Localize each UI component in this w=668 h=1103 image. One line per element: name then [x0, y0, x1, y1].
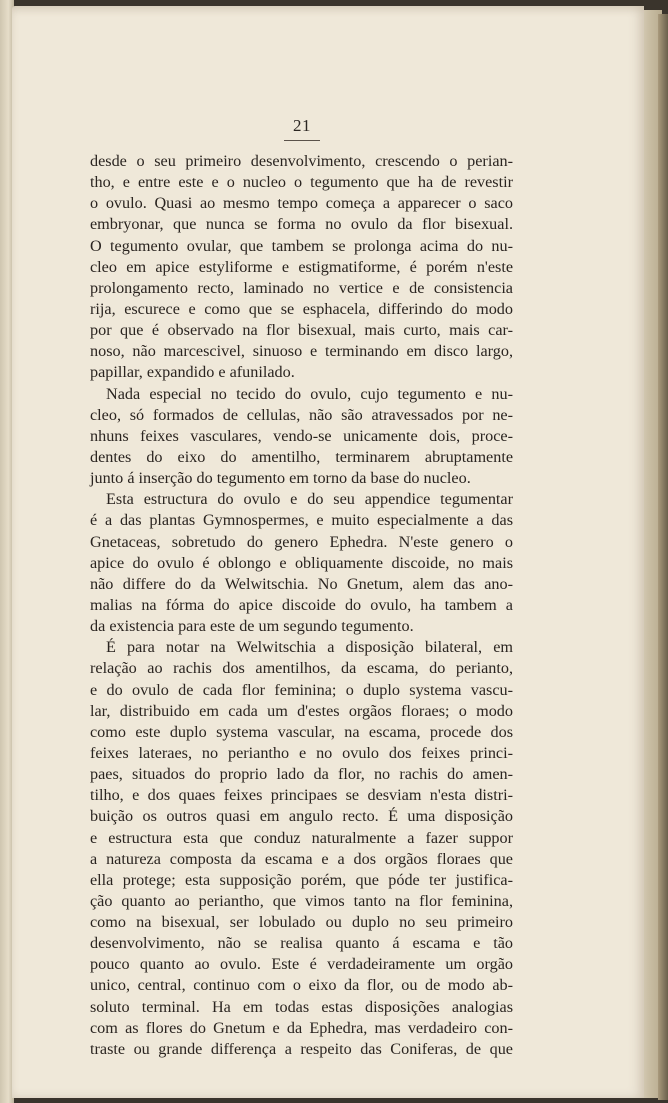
text-line: O tegumento ovular, que tambem se prolonga acima do nu- — [90, 236, 513, 255]
text-line: prolongamento recto, laminado no vertice e de consistencia — [90, 278, 513, 297]
text-line: a natureza composta da escama e a dos orgãos floraes que — [90, 849, 513, 868]
text-line: com as flores do Gnetum e da Ephedra, mas verdadeiro con- — [90, 1018, 513, 1037]
text-line: traste ou grande differença a respeito das Coniferas, de que — [90, 1039, 513, 1058]
text-line: É para notar na Welwitschia a disposição bilateral, em — [106, 638, 513, 657]
text-line: tilho, e dos quaes feixes principaes se desviam n'esta distri- — [90, 786, 513, 805]
text-line: ella protege; esta supposição porém, que póde ter justifica- — [90, 870, 513, 889]
text-line: tho, e entre este e o nucleo o tegumento que ha de revestir — [90, 173, 513, 192]
text-line: Nada especial no tecido do ovulo, cujo tegumento e nu- — [106, 384, 513, 403]
text-line: não differe do da Welwitschia. No Gnetum, alem das ano- — [90, 574, 513, 593]
text-line: nhuns feixes vasculares, vendo-se unicamente dois, proce- — [90, 426, 513, 445]
text-line: lar, distribuido em cada um d'estes orgãos floraes; o modo — [90, 701, 513, 720]
text-line: unico, central, continuo com o eixo da flor, ou de modo ab- — [90, 976, 513, 995]
text-line: cleo, só formados de cellulas, não são atravessados por ne- — [90, 405, 513, 424]
text-line: pouco quanto ao ovulo. Este é verdadeiramente um orgão — [90, 955, 513, 974]
text-line: cleo em apice estyliforme e estigmatiforme, é porém n'este — [90, 257, 513, 276]
text-line: apice do ovulo é oblongo e obliquamente discoide, no mais — [90, 553, 513, 572]
text-line: Esta estructura do ovulo e do seu appendice tegumentar — [106, 490, 513, 509]
text-line: dentes do eixo do amentilho, terminarem abruptamente — [90, 447, 513, 466]
text-line: e do ovulo de cada flor feminina; o duplo systema vascu- — [90, 680, 513, 699]
text-line: soluto terminal. Ha em todas estas disposições analogias — [90, 997, 513, 1016]
book-page — [12, 6, 644, 1098]
text-line: e estructura esta que conduz naturalmente a fazer suppor — [90, 828, 513, 847]
text-line: é a das plantas Gymnospermes, e muito especialmente a das — [90, 511, 513, 530]
text-line: como na bisexual, ser lobulado ou duplo no seu primeiro — [90, 913, 513, 932]
text-line: rija, escurece e como que se esphacela, differindo do modo — [90, 299, 513, 318]
text-line: da existencia para este de um segundo tegumento. — [90, 617, 414, 636]
text-line: ção quanto ao periantho, que vimos tanto na flor feminina, — [90, 891, 513, 910]
text-line: buição os outros quasi em angulo recto. É uma disposição — [90, 807, 513, 826]
text-line: por que é observado na flor bisexual, mais curto, mais car- — [90, 321, 513, 340]
page-number-rule — [284, 140, 320, 141]
text-line: feixes lateraes, no periantho e no ovulo dos feixes princi- — [90, 743, 513, 762]
text-line: relação ao rachis dos amentilhos, da escama, do perianto, — [90, 659, 513, 678]
body-text — [90, 151, 513, 1060]
text-line: desde o seu primeiro desenvolvimento, crescendo o perian- — [90, 152, 513, 170]
text-line: o ovulo. Quasi ao mesmo tempo começa a apparecer o saco — [90, 194, 513, 213]
page-number: 21 — [293, 116, 311, 135]
text-line: junto á inserção do tegumento em torno da base do nucleo. — [90, 469, 471, 488]
text-line: desenvolvimento, não se realisa quanto á escama e tão — [90, 934, 513, 953]
text-line: papillar, expandido e afunilado. — [90, 363, 295, 382]
text-line: paes, situados do proprio lado da flor, no rachis do amen- — [90, 765, 513, 784]
book-spine-shadow — [658, 14, 668, 1100]
text-line: noso, não marcescivel, sinuoso e terminando em disco largo, — [90, 342, 513, 361]
text-line: malias na fórma do apice discoide do ovulo, ha tambem a — [90, 595, 513, 614]
text-line: embryonar, que nunca se forma no ovulo da flor bisexual. — [90, 215, 513, 234]
text-line: Gnetaceas, sobretudo do genero Ephedra. N'este genero o — [90, 532, 513, 551]
text-line: como este duplo systema vascular, na escama, procede dos — [90, 722, 513, 741]
